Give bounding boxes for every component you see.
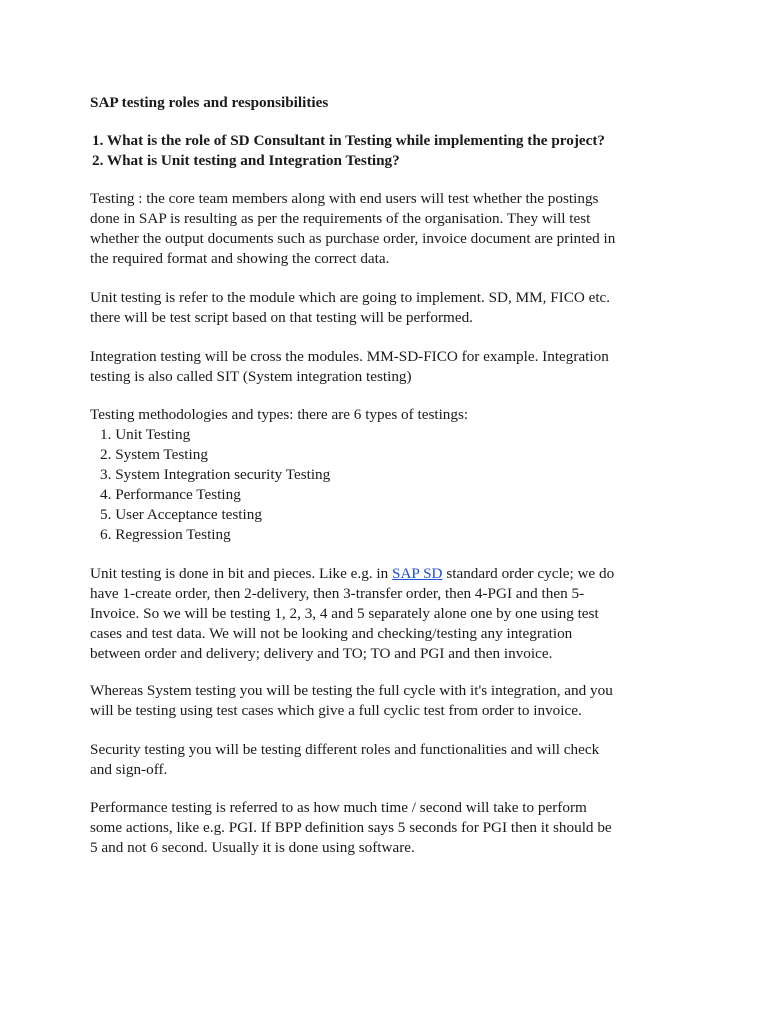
text-segment: standard order cycle; we do [442, 565, 615, 582]
text-line: will be testing using test cases which give a full cyclic test from order to invoice. [90, 702, 582, 719]
testing-type-item: 2. System Testing [100, 446, 208, 463]
text-line: have 1-create order, then 2-delivery, then 3-transfer order, then 4-PGI and then 5- [90, 585, 585, 602]
text-line: Unit testing is refer to the module which are going to implement. SD, MM, FICO etc. [90, 289, 611, 306]
security-testing-paragraph [90, 740, 690, 780]
text-line: Invoice. So we will be testing 1, 2, 3, 4 and 5 separately alone one by one using test [90, 605, 599, 622]
document-title: SAP testing roles and responsibilities [90, 94, 329, 111]
testing-paragraph [90, 189, 690, 269]
text-line: some actions, like e.g. PGI. If BPP definition says 5 seconds for PGI then it should be [90, 819, 612, 836]
text-line: cases and test data. We will not be looking and checking/testing any integration [90, 625, 573, 642]
text-line: between order and delivery; delivery and TO; TO and PGI and then invoice. [90, 645, 553, 662]
text-segment: Unit testing is done in bit and pieces. Like e.g. in [90, 565, 393, 582]
system-testing-paragraph [90, 681, 690, 721]
testing-types-intro: Testing methodologies and types: there are 6 types of testings: [90, 406, 469, 423]
text-line: and sign-off. [90, 761, 168, 778]
text-line: Integration testing will be cross the modules. MM-SD-FICO for example. Integration [90, 348, 609, 365]
text-line: the required format and showing the correct data. [90, 250, 390, 267]
testing-type-item: 4. Performance Testing [100, 486, 241, 503]
text-line: done in SAP is resulting as per the requirements of the organisation. They will test [90, 210, 591, 227]
text-line: Whereas System testing you will be testing the full cycle with it's integration, and you [90, 682, 613, 699]
testing-type-item: 1. Unit Testing [100, 426, 191, 443]
question-item: 2. What is Unit testing and Integration Testing? [92, 152, 400, 169]
text-line: Testing : the core team members along with end users will test whether the postings [90, 190, 599, 207]
text-line: there will be test script based on that testing will be performed. [90, 309, 473, 326]
unit-testing-paragraph [90, 288, 690, 328]
question-item: 1. What is the role of SD Consultant in Testing while implementing the project? [92, 132, 606, 149]
sap-sd-link[interactable]: SAP SD [392, 565, 443, 582]
text-line: 5 and not 6 second. Usually it is done using software. [90, 839, 415, 856]
text-line [90, 564, 690, 584]
testing-type-item: 6. Regression Testing [100, 526, 231, 543]
testing-type-item: 5. User Acceptance testing [100, 506, 262, 523]
text-line: testing is also called SIT (System integration testing) [90, 368, 412, 385]
integration-testing-paragraph [90, 347, 690, 387]
testing-type-item: 3. System Integration security Testing [100, 466, 331, 483]
text-line: Performance testing is referred to as how much time / second will take to perform [90, 799, 587, 816]
text-line: whether the output documents such as purchase order, invoice document are printed in [90, 230, 616, 247]
performance-testing-paragraph [90, 798, 690, 858]
unit-testing-detail-paragraph [90, 564, 690, 664]
text-line: Security testing you will be testing different roles and functionalities and will check [90, 741, 600, 758]
testing-types-section [90, 405, 468, 545]
questions-list [92, 131, 605, 171]
